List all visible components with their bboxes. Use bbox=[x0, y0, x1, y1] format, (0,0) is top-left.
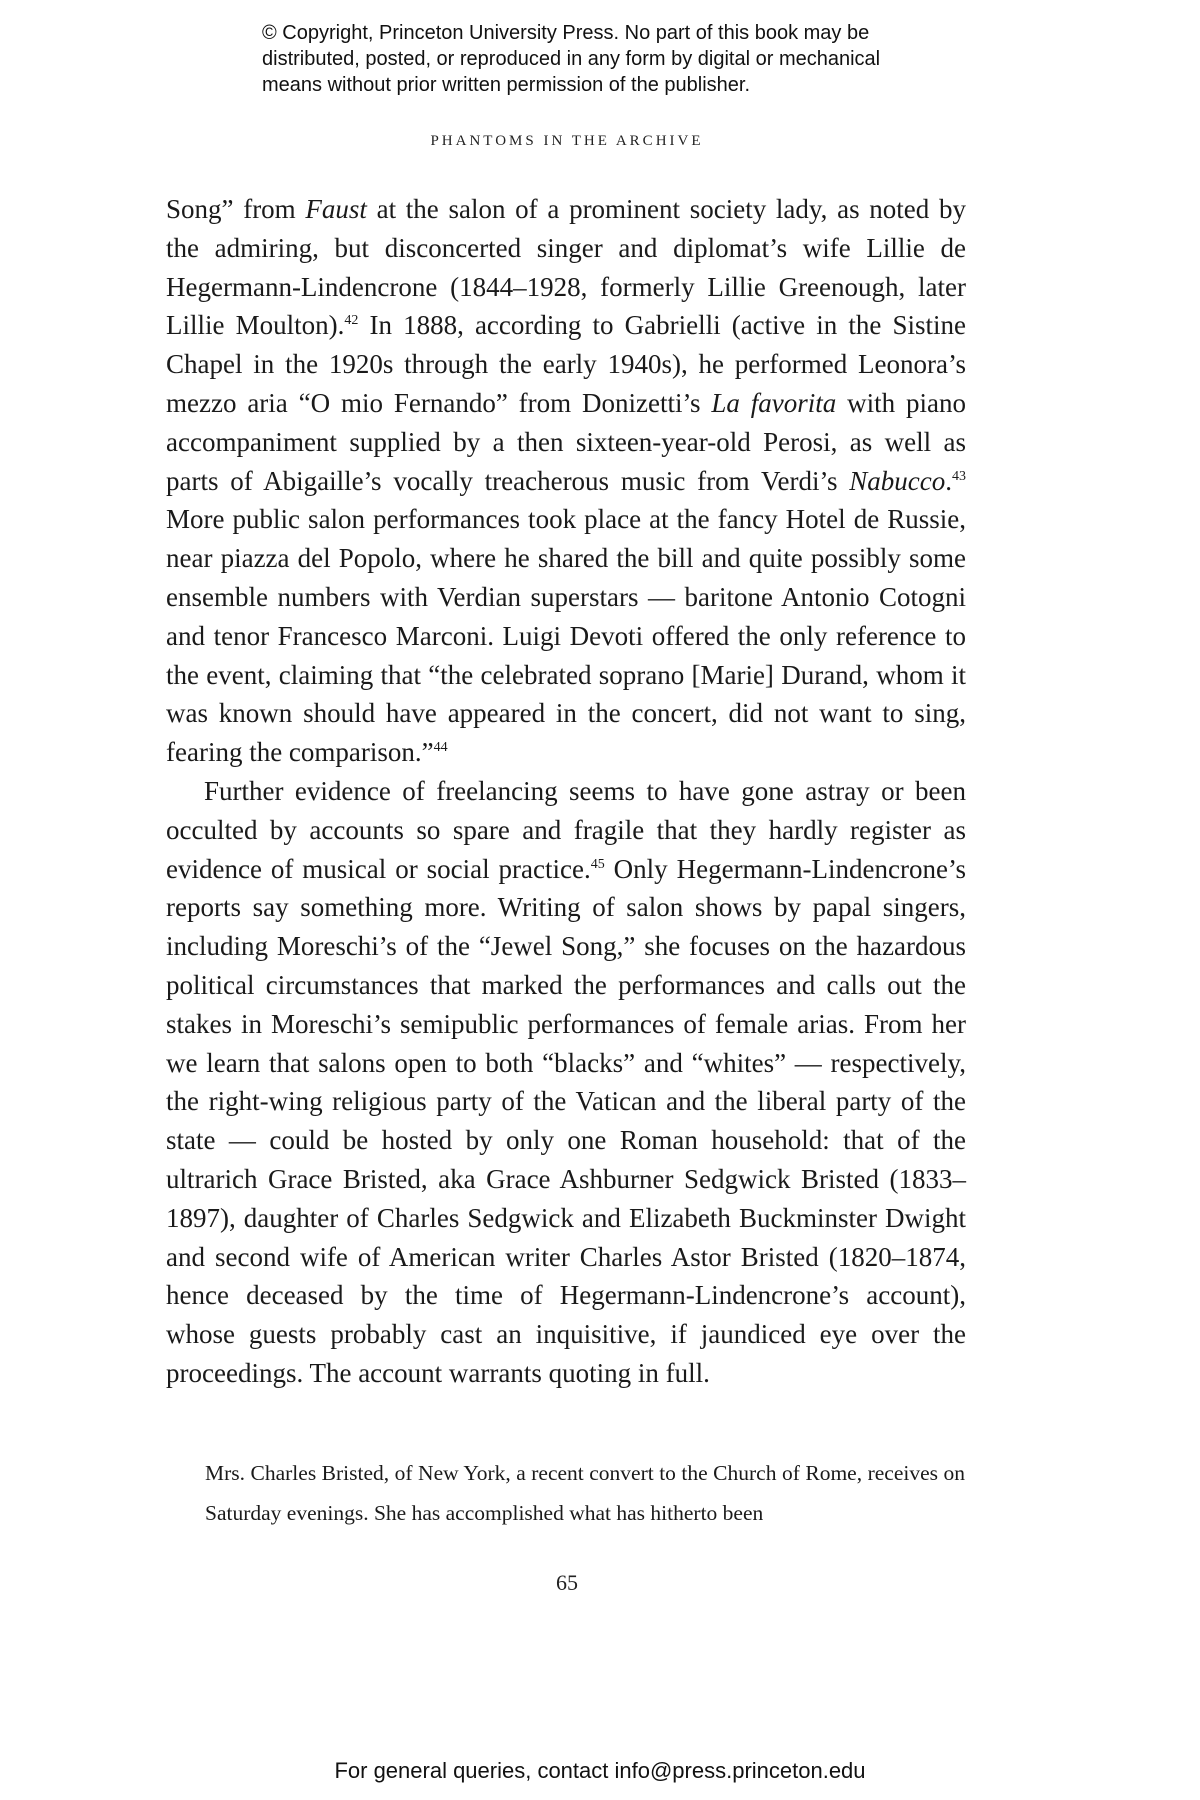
copyright-line: © Copyright, Princeton University Press. No part of this book may be bbox=[262, 22, 870, 44]
italic-title: Nabucco bbox=[849, 465, 946, 496]
text-run: Only Hegermann-Lindencrone’s reports say something more. Writing of salon shows by papal singers, including Moreschi’s of the “Jewel Song,” she focuses on the hazardous political circumstances that marked the performances and calls out the stakes in Moreschi’s semipublic performances of female arias. From her we learn that salons open to both “blacks” and “whites” — respectively, the right-wing religious party of the Vatican and the liberal party of the state — could be hosted by only one Roman household: that of the ultrarich Grace Bristed, aka Grace Ashburner Sedgwick Bristed (1833–1897), daughter of Charles Sedgwick and Elizabeth Buckminster Dwight and second wife of American writer Charles Astor Bristed (1820–1874, hence deceased by the time of Hegermann-Lindencrone’s account), whose guests probably cast an inquisitive, if jaundiced eye over the proceedings. The account warrants quoting in full. bbox=[166, 853, 966, 1388]
block-quote: Mrs. Charles Bristed, of New York, a recent convert to the Church of Rome, receives on Saturday evenings. She has accomplished what has hitherto been bbox=[205, 1461, 965, 1525]
text-run: Further evidence of freelancing seems to have gone astray or been occulted by accounts so spare and fragile that they hardly register as evidence of musical or social practice. bbox=[166, 775, 966, 884]
text-run: . bbox=[945, 465, 952, 496]
footer-contact: For general queries, contact info@press.princeton.edu bbox=[334, 1758, 866, 1783]
copyright-line: distributed, posted, or reproduced in any form by digital or mechanical bbox=[262, 48, 881, 70]
running-head: PHANTOMS IN THE ARCHIVE bbox=[430, 133, 704, 149]
paragraph bbox=[166, 772, 966, 1393]
footnote-ref: 45 bbox=[590, 856, 605, 872]
footnote-ref: 43 bbox=[952, 468, 966, 484]
body-text bbox=[166, 190, 966, 1393]
italic-title: Faust bbox=[305, 194, 367, 224]
footnote-ref: 44 bbox=[433, 740, 448, 756]
page-number: 65 bbox=[556, 1570, 578, 1595]
text-run: with piano accompaniment supplied by a then sixteen-year-old Perosi, as well as parts of Abigaille’s vocally treacherous music from Verdi’s bbox=[166, 387, 966, 496]
text-run: Song” from bbox=[166, 194, 306, 224]
copyright-line: means without prior written permission of the publisher. bbox=[262, 74, 751, 96]
paragraph bbox=[166, 190, 966, 772]
footnote-ref: 42 bbox=[344, 313, 359, 329]
copyright-notice bbox=[262, 20, 1022, 98]
text-run: More public salon performances took place at the fancy Hotel de Russie, near piazza del Popolo, where he shared the bill and quite possibly some ensemble numbers with Verdian superstars — baritone Antonio Cotogni and tenor Francesco Marconi. Luigi Devoti offered the only reference to the event, claiming that “the celebrated soprano [Marie] Durand, whom it was known should have appeared in the concert, did not want to sing, fearing the comparison.” bbox=[166, 504, 966, 768]
text-run: at the salon of a prominent society lady, as noted by the admiring, but disconcerted singer and diplomat’s wife Lillie de Hegermann-Lindencrone (1844–1928, formerly Lillie Greenough, later Lillie Moulton). bbox=[166, 194, 966, 341]
text-run: In 1888, according to Gabrielli (active in the Sistine Chapel in the 1920s through the early 1940s), he performed Leonora’s mezzo aria “O mio Fernando” from Donizetti’s bbox=[166, 310, 966, 418]
italic-title: La favorita bbox=[711, 387, 837, 418]
